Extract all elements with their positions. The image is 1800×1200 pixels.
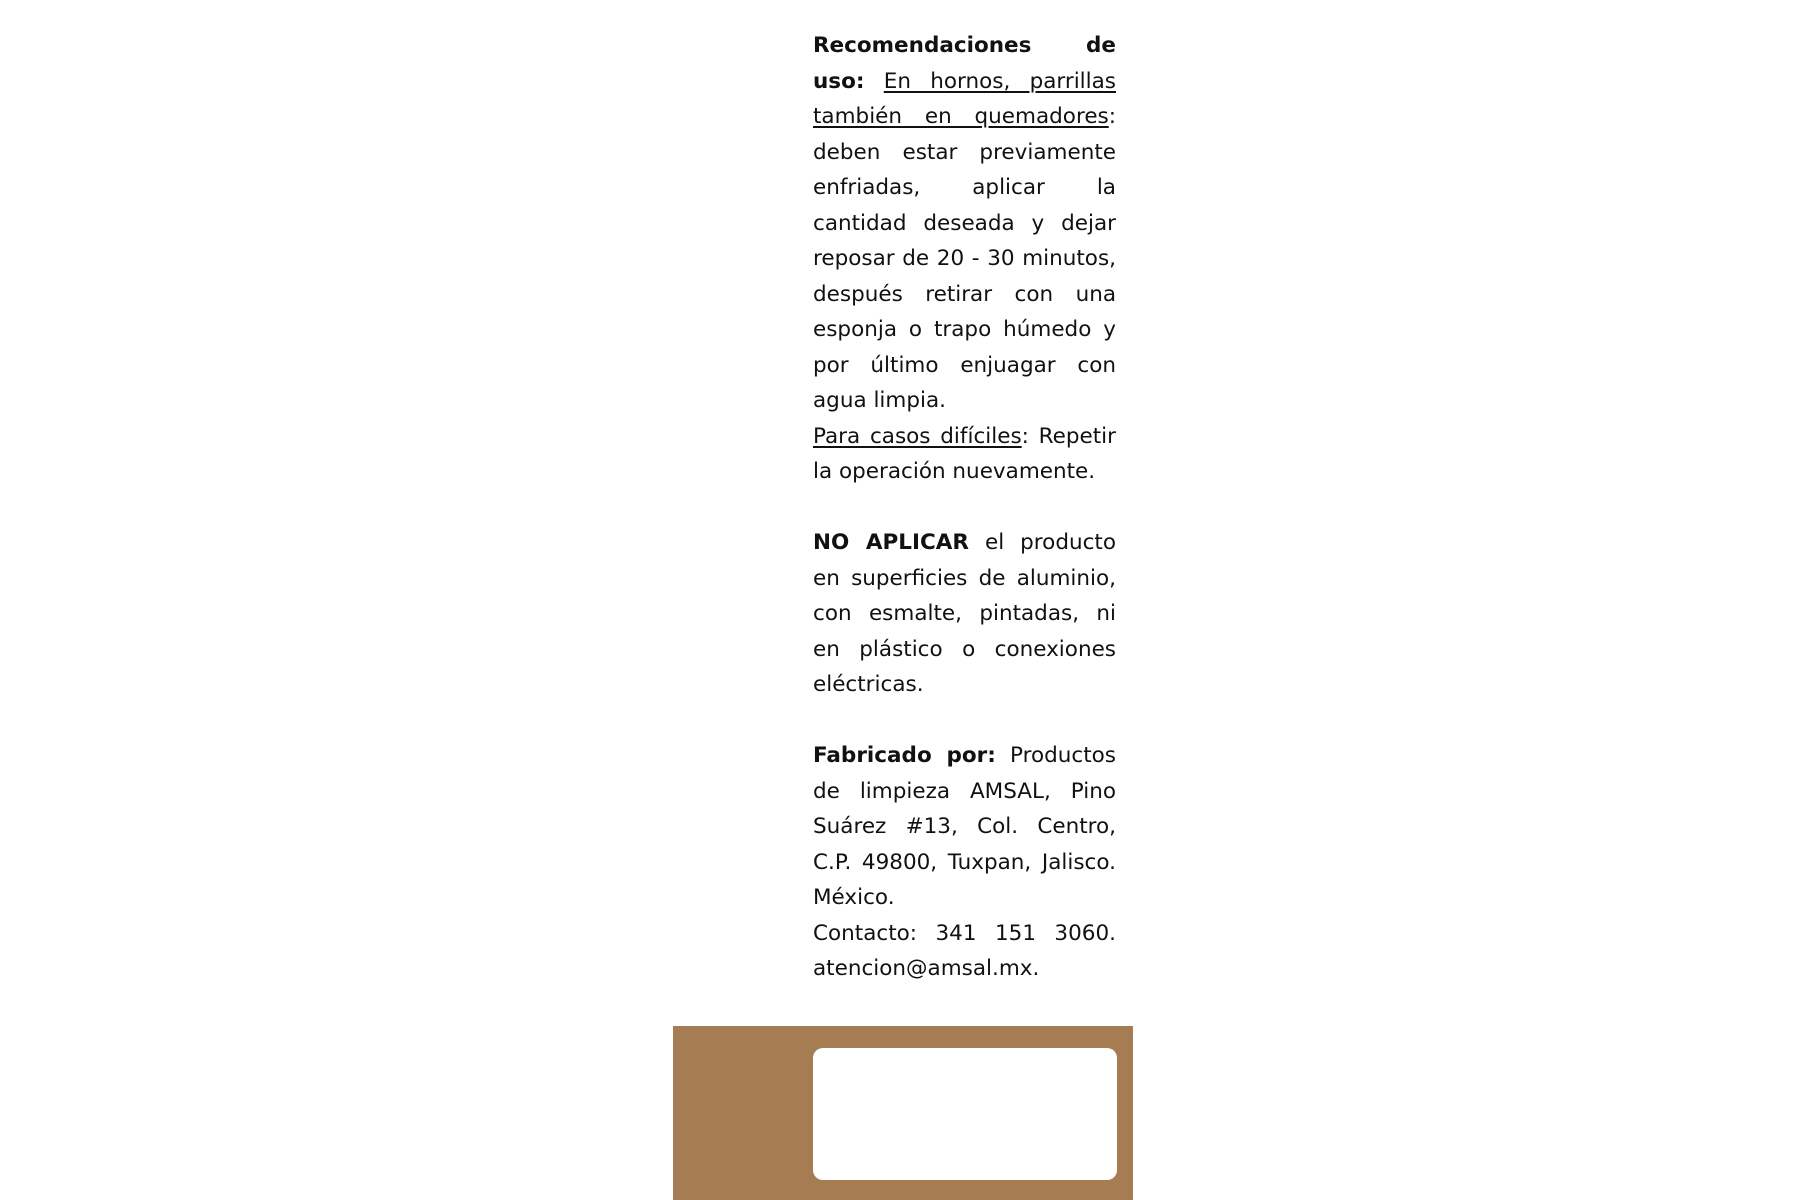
spacer [813,703,1116,739]
difficult-cases-label: Para casos difíciles [813,423,1022,449]
spacer [813,987,1116,1023]
manufacturer-body: Productos de limpieza AMSAL, Pino Suárez #13, Col. Centro, C.P. 49800, Tuxpan, Jalisco. México. [813,743,1117,910]
difficult-cases-body: : Repetir la operación nuevamente. [813,423,1116,484]
usage-underlined-lead: En hornos, parrillas también en quemadores [813,68,1116,129]
blank-label-box [813,1048,1117,1180]
footer-color-band [673,1026,1133,1200]
manufacturer-paragraph [813,738,1116,916]
manufacturer-label: Fabricado por: [813,743,996,768]
contact-paragraph: Contacto: 341 151 3060. atencion@amsal.mx. [813,920,1116,981]
warning-paragraph [813,525,1116,703]
warning-strong: NO APLICAR [813,530,969,555]
usage-heading: Recomendaciones de uso: [813,33,1116,94]
warning-body: el producto en superficies de aluminio, con esmalte, pintadas, ni en plástico o conexiones eléctricas. [813,530,1117,697]
usage-body: : deben estar previamente enfriadas, aplicar la cantidad deseada y dejar reposar de 20 - 30 minutos, después retirar con una esponja o trapo húmedo y por último enjuagar con agua limpia. [813,104,1116,413]
label-text-column [813,28,1116,1093]
usage-paragraph [813,28,1116,419]
difficult-cases-paragraph [813,419,1116,490]
spacer [813,490,1116,526]
